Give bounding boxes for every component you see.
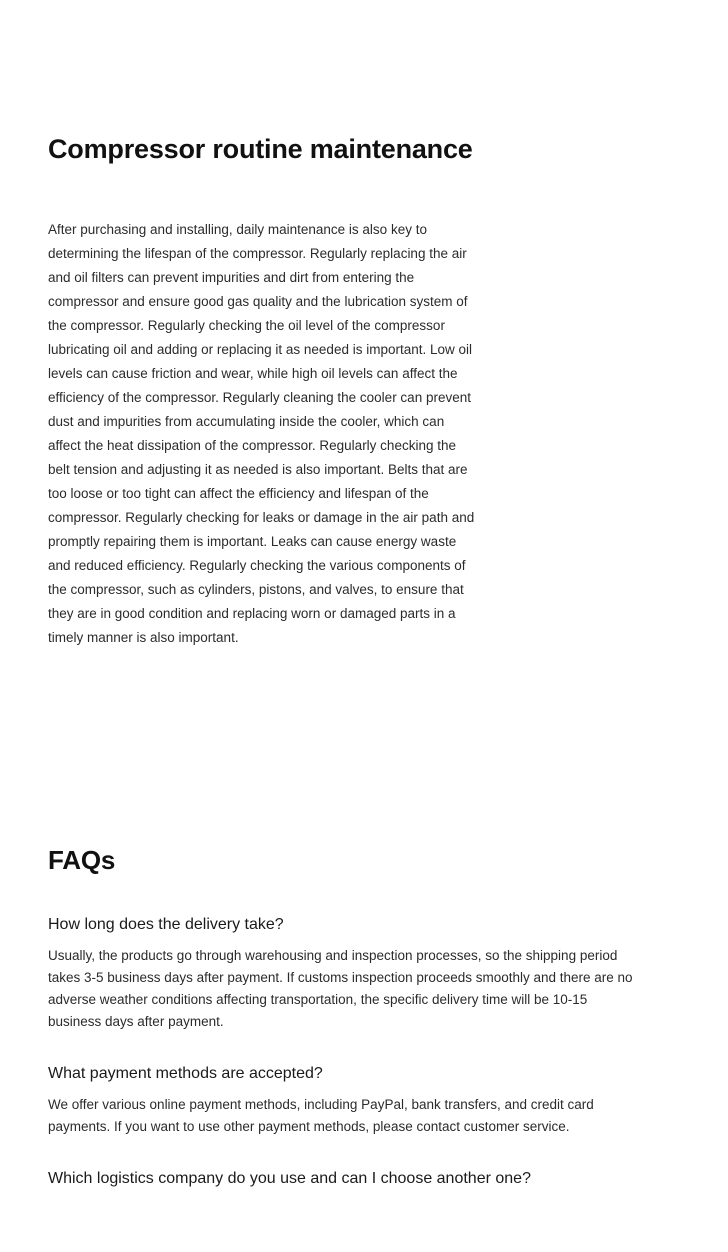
faqs-heading: FAQs: [48, 845, 116, 875]
faqs-section: [48, 845, 648, 1220]
faq-answer: Usually, the products go through warehousing and inspection processes, so the shipping period takes 3-5 business days after payment. If customs inspection proceeds smoothly and there are no adverse weather conditions affecting transportation, the specific delivery time will be 10-15 business days after payment.: [48, 948, 633, 1030]
faq-question: Which logistics company do you use and can I choose another one?: [48, 1170, 531, 1188]
maintenance-paragraph: After purchasing and installing, daily maintenance is also key to determining the lifespan of the compressor. Regularly replacing the air and oil filters can prevent impurities and dirt from entering the compressor and ensure good gas quality and the lubrication system of the compressor. Regularly checking the oil level of the compressor lubricating oil and adding or replacing it as needed is important. Low oil levels can cause friction and wear, while high oil levels can affect the efficiency of the compressor. Regularly cleaning the cooler can prevent dust and impurities from accumulating inside the cooler, which can affect the heat dissipation of the compressor. Regularly checking the belt tension and adjusting it as needed is also important. Belts that are too loose or too tight can affect the efficiency and lifespan of the compressor. Regularly checking for leaks or damage in the air path and promptly repairing them is important. Leaks can cause energy waste and reduced efficiency. Regularly checking the various components of the compressor, such as cylinders, pistons, and valves, to ensure that they are in good condition and replacing worn or damaged parts in a timely manner is also important.: [48, 222, 475, 646]
faq-item: [48, 1063, 648, 1138]
faq-question: What payment methods are accepted?: [48, 1065, 323, 1083]
faq-question: How long does the delivery take?: [48, 916, 284, 934]
faq-item: [48, 914, 648, 1033]
faq-answer: We offer various online payment methods, including PayPal, bank transfers, and credit card payments. If you want to use other payment methods, please contact customer service.: [48, 1097, 594, 1135]
faq-item: [48, 1168, 648, 1190]
maintenance-section: [48, 133, 478, 650]
page-title: Compressor routine maintenance: [48, 134, 473, 164]
faq-list: [48, 914, 648, 1190]
